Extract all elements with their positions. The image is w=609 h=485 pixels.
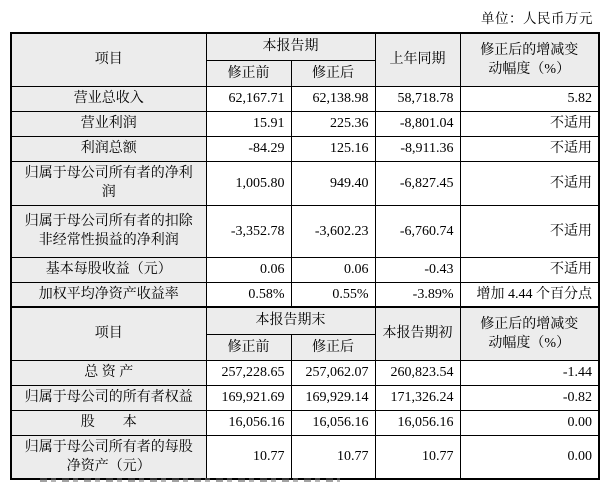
table-row	[11, 385, 599, 410]
value-after: 16,056.16	[291, 410, 375, 435]
value-prior: 58,718.78	[375, 86, 460, 111]
table-row	[11, 111, 599, 136]
value-before: 15.91	[206, 111, 291, 136]
row-label: 归属于母公司的所有者权益	[11, 385, 206, 410]
row-label: 总 资 产	[11, 360, 206, 385]
col-header-change	[460, 33, 599, 86]
col-header-change-line1: 修正后的增减变	[480, 316, 579, 332]
row-label: 归属于母公司所有者的每股净资产（元）	[11, 435, 206, 479]
col-header-after-correction: 修正后	[291, 60, 375, 86]
value-after: 62,138.98	[291, 86, 375, 111]
value-before: 257,228.65	[206, 360, 291, 385]
value-before: -3,352.78	[206, 205, 291, 257]
value-change: 不适用	[460, 161, 599, 205]
table-row	[11, 136, 599, 161]
row-label: 营业总收入	[11, 86, 206, 111]
unit-label: 单位：人民币万元	[481, 11, 593, 26]
value-prior: -6,760.74	[375, 205, 460, 257]
table-row	[11, 410, 599, 435]
table-row	[11, 161, 599, 205]
col-header-period-end: 本报告期末	[206, 307, 375, 334]
value-prior: 171,326.24	[375, 385, 460, 410]
value-before: 0.58%	[206, 282, 291, 307]
table-row	[11, 86, 599, 111]
value-prior: -6,827.45	[375, 161, 460, 205]
value-before: 0.06	[206, 257, 291, 282]
row-label: 加权平均净资产收益率	[11, 282, 206, 307]
value-change: 0.00	[460, 435, 599, 479]
col-header-after-correction: 修正后	[291, 334, 375, 360]
value-prior: -8,801.04	[375, 111, 460, 136]
col-header-change-line1: 修正后的增减变	[480, 42, 579, 58]
table-row	[11, 205, 599, 257]
row-label: 基本每股收益（元）	[11, 257, 206, 282]
col-header-item: 项目	[11, 33, 206, 86]
value-prior: 10.77	[375, 435, 460, 479]
value-after: 169,929.14	[291, 385, 375, 410]
col-header-change	[460, 307, 599, 360]
value-after: 10.77	[291, 435, 375, 479]
table-row	[11, 282, 599, 307]
value-after: -3,602.23	[291, 205, 375, 257]
value-before: 62,167.71	[206, 86, 291, 111]
value-change: 增加 4.44 个百分点	[460, 282, 599, 307]
value-before: 16,056.16	[206, 410, 291, 435]
table-row	[11, 360, 599, 385]
col-header-change-line2: 动幅度（%）	[488, 335, 571, 351]
col-header-item: 项目	[11, 307, 206, 360]
col-header-prior-period: 上年同期	[375, 33, 460, 86]
table-row	[11, 435, 599, 479]
value-before: 1,005.80	[206, 161, 291, 205]
value-prior: -8,911.36	[375, 136, 460, 161]
col-header-before-correction: 修正前	[206, 60, 291, 86]
value-change: 不适用	[460, 205, 599, 257]
value-change: -1.44	[460, 360, 599, 385]
value-after: 125.16	[291, 136, 375, 161]
income-correction-table	[10, 32, 600, 308]
value-before: 169,921.69	[206, 385, 291, 410]
col-header-current-period: 本报告期	[206, 33, 375, 60]
row-label: 利润总额	[11, 136, 206, 161]
col-header-change-line2: 动幅度（%）	[488, 61, 571, 77]
value-prior: 260,823.54	[375, 360, 460, 385]
col-header-before-correction: 修正前	[206, 334, 291, 360]
value-after: 0.06	[291, 257, 375, 282]
value-change: -0.82	[460, 385, 599, 410]
value-prior: -0.43	[375, 257, 460, 282]
value-after: 0.55%	[291, 282, 375, 307]
value-change: 不适用	[460, 111, 599, 136]
row-label: 营业利润	[11, 111, 206, 136]
value-after: 257,062.07	[291, 360, 375, 385]
value-prior: -3.89%	[375, 282, 460, 307]
table-row	[11, 257, 599, 282]
value-change: 不适用	[460, 136, 599, 161]
value-prior: 16,056.16	[375, 410, 460, 435]
value-after: 949.40	[291, 161, 375, 205]
col-header-period-begin: 本报告期初	[375, 307, 460, 360]
value-change: 不适用	[460, 257, 599, 282]
value-after: 225.36	[291, 111, 375, 136]
clipped-text-remnant	[40, 478, 340, 482]
value-before: -84.29	[206, 136, 291, 161]
balance-correction-table	[10, 306, 600, 480]
row-label: 股 本	[11, 410, 206, 435]
value-before: 10.77	[206, 435, 291, 479]
value-change: 5.82	[460, 86, 599, 111]
value-change: 0.00	[460, 410, 599, 435]
row-label: 归属于母公司所有者的扣除非经常性损益的净利润	[11, 205, 206, 257]
row-label: 归属于母公司所有者的净利润	[11, 161, 206, 205]
